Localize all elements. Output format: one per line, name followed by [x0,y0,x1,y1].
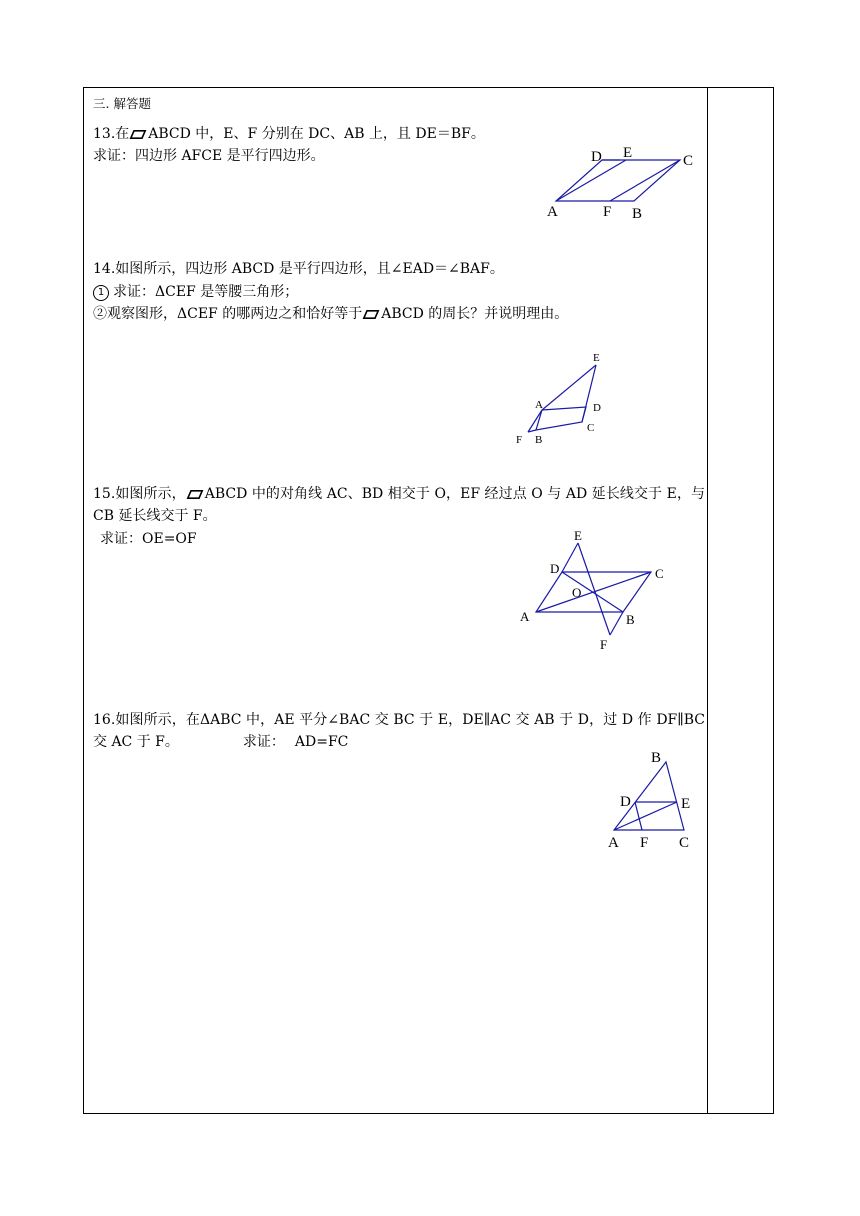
q13-label-c: C [683,153,694,169]
q16-label-a: A [608,835,619,851]
q13-figure [540,140,700,225]
q16-figure [600,745,710,855]
q16-statement-text: 16.如图所示，在ΔABC 中，AE 平分∠BAC 交 BC 于 E，DE∥AC 交 AB 于 D，过 D 作 DF∥BC 交 AC 于 F。 [93,712,705,750]
q16-label-e: E [681,796,691,812]
q15-extension-ad [562,543,578,572]
q14-label-c: C [587,422,595,434]
q15-label-e: E [574,528,582,543]
q13-segment-ae [556,160,626,201]
q14-part1-text: 求证：ΔCEF 是等腰三角形； [113,284,299,300]
q16-segment-df [635,802,642,830]
parallelogram-icon [187,490,203,499]
q14-statement: 14.如图所示，四边形 ABCD 是平行四边形，且∠EAD＝∠BAF。 [93,261,504,277]
q14-segment-ae [542,365,596,410]
q16-label-f: F [640,835,649,851]
q13-statement-text: ABCD 中，E、F 分别在 DC、AB 上，且 DE＝BF。 [148,126,485,142]
q15-prove: 求证：OE=OF [100,531,197,547]
q14-part1 [93,282,298,302]
q14-segment-af [528,410,542,432]
q15-statement-text: ABCD 中的对角线 AC、BD 相交于 O，EF 经过点 O 与 AD 延长线交于 E，与 CB 延长线交于 F。 [93,486,706,524]
q14-parallelogram [536,407,586,430]
section-title: 三. 解答题 [93,96,151,111]
q13-parallelogram [556,160,680,201]
q14-label-a: A [535,399,543,411]
q13-prove: 求证：四边形 AFCE 是平行四边形。 [93,148,325,164]
q15-segment-ef [578,543,610,635]
q13-statement [93,124,485,144]
q15-figure [510,530,680,655]
q16-label-d: D [620,794,631,810]
q14-label-d: D [593,402,601,414]
q16-label-b: B [651,750,662,766]
q15-extension-cb [610,612,623,635]
q16-prove-label: 求证： [242,734,285,750]
q15-label-a: A [520,609,530,624]
q16-label-c: C [679,835,690,851]
q15-label-c: C [655,566,664,581]
q16-prove-text: AD=FC [294,734,349,750]
q14-label-e: E [593,352,600,364]
q14-part2 [93,304,568,324]
q14-figure [510,350,620,450]
parallelogram-icon [130,130,146,139]
q15-label-d: D [550,561,560,576]
q15-label-b: B [626,612,635,627]
q15-label-o: O [572,585,582,600]
q14-part2-prefix: ②观察图形，ΔCEF 的哪两边之和恰好等于 [93,306,363,322]
q13-label-f: F [603,204,612,220]
q13-label-e: E [623,145,633,161]
q13-label-b: B [632,206,643,222]
q14-label-f: F [516,434,523,446]
q14-part1-number: 1 [93,285,109,301]
parallelogram-icon [363,310,379,319]
q15-label-f: F [600,637,608,652]
q13-label-d: D [591,149,602,165]
q14-part2-text: ABCD 的周长？并说明理由。 [381,306,569,322]
q13-segment-fc [610,160,680,201]
q13-prefix: 13.在 [93,126,130,142]
table-column-divider [707,87,708,1114]
q15-statement [93,483,705,527]
q13-label-a: A [547,204,558,220]
q15-prefix: 15.如图所示， [93,486,186,502]
q14-label-b: B [535,434,543,446]
